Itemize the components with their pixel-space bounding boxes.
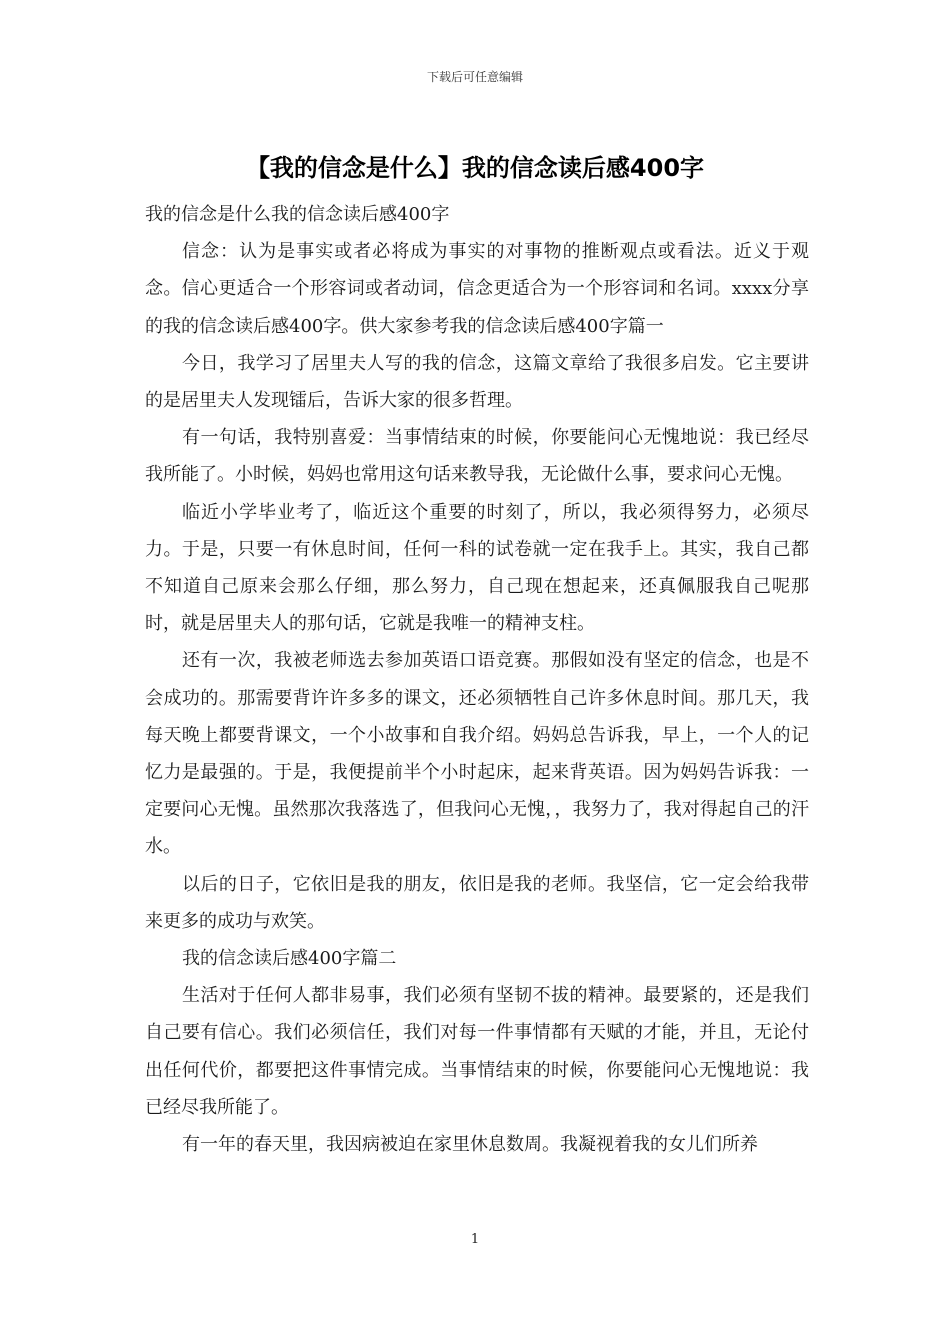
paragraph: 今日，我学习了居里夫人写的我的信念，这篇文章给了我很多启发。它主要讲的是居里夫人发现镭后，告诉大家的很多哲理。 [145, 352, 809, 412]
paragraph: 信念：认为是事实或者必将成为事实的对事物的推断观点或看法。近义于观念。信心更适合一个形容词或者动词，信念更适合为一个形容词和名词。xxxx分享的我的信念读后感400字。供大家参考我的信念读后感400字篇一 [145, 241, 809, 337]
document-body [145, 196, 809, 1163]
page-number: 1 [470, 1232, 480, 1247]
paragraph: 有一句话，我特别喜爱：当事情结束的时候，你要能问心无愧地说：我已经尽我所能了。小时候，妈妈也常用这句话来教导我，无论做什么事，要求问心无愧。 [145, 427, 809, 486]
section-heading: 我的信念读后感400字篇二 [182, 948, 397, 970]
paragraph: 生活对于任何人都非易事，我们必须有坚韧不拔的精神。最要紧的，还是我们自己要有信心。我们必须信任，我们对每一件事情都有天赋的才能，并且，无论付出任何代价，都要把这件事情完成。当事情结束的时候，你要能问心无愧地说：我已经尽我所能了。 [145, 985, 809, 1118]
document-title: 【我的信念是什么】我的信念读后感400字 [245, 154, 705, 182]
paragraph-subtitle: 我的信念是什么我的信念读后感400字 [145, 204, 450, 225]
paragraph: 临近小学毕业考了，临近这个重要的时刻了，所以，我必须得努力，必须尽力。于是，只要一有休息时间，任何一科的试卷就一定在我手上。其实，我自己都不知道自己原来会那么仔细，那么努力，自己现在想起来，还真佩服我自己呢那时，就是居里夫人的那句话，它就是我唯一的精神支柱。 [145, 501, 809, 635]
paragraph: 还有一次，我被老师选去参加英语口语竞赛。那假如没有坚定的信念，也是不会成功的。那需要背许许多多的课文，还必须牺牲自己许多休息时间。那几天，我每天晚上都要背课文，一个小故事和自我介绍。妈妈总告诉我，早上，一个人的记忆力是最强的。于是，我便提前半个小时起床，起来背英语。因为妈妈告诉我：一定要问心无愧。虽然那次我落选了，但我问心无愧，，我努力了，我对得起自己的汗水。 [145, 650, 809, 858]
paragraph: 有一年的春天里，我因病被迫在家里休息数周。我凝视着我的女儿们所养 [182, 1134, 758, 1156]
header-note: 下载后可任意编辑 [426, 70, 523, 84]
paragraph: 以后的日子，它依旧是我的朋友，依旧是我的老师。我坚信，它一定会给我带来更多的成功与欢笑。 [145, 873, 809, 932]
